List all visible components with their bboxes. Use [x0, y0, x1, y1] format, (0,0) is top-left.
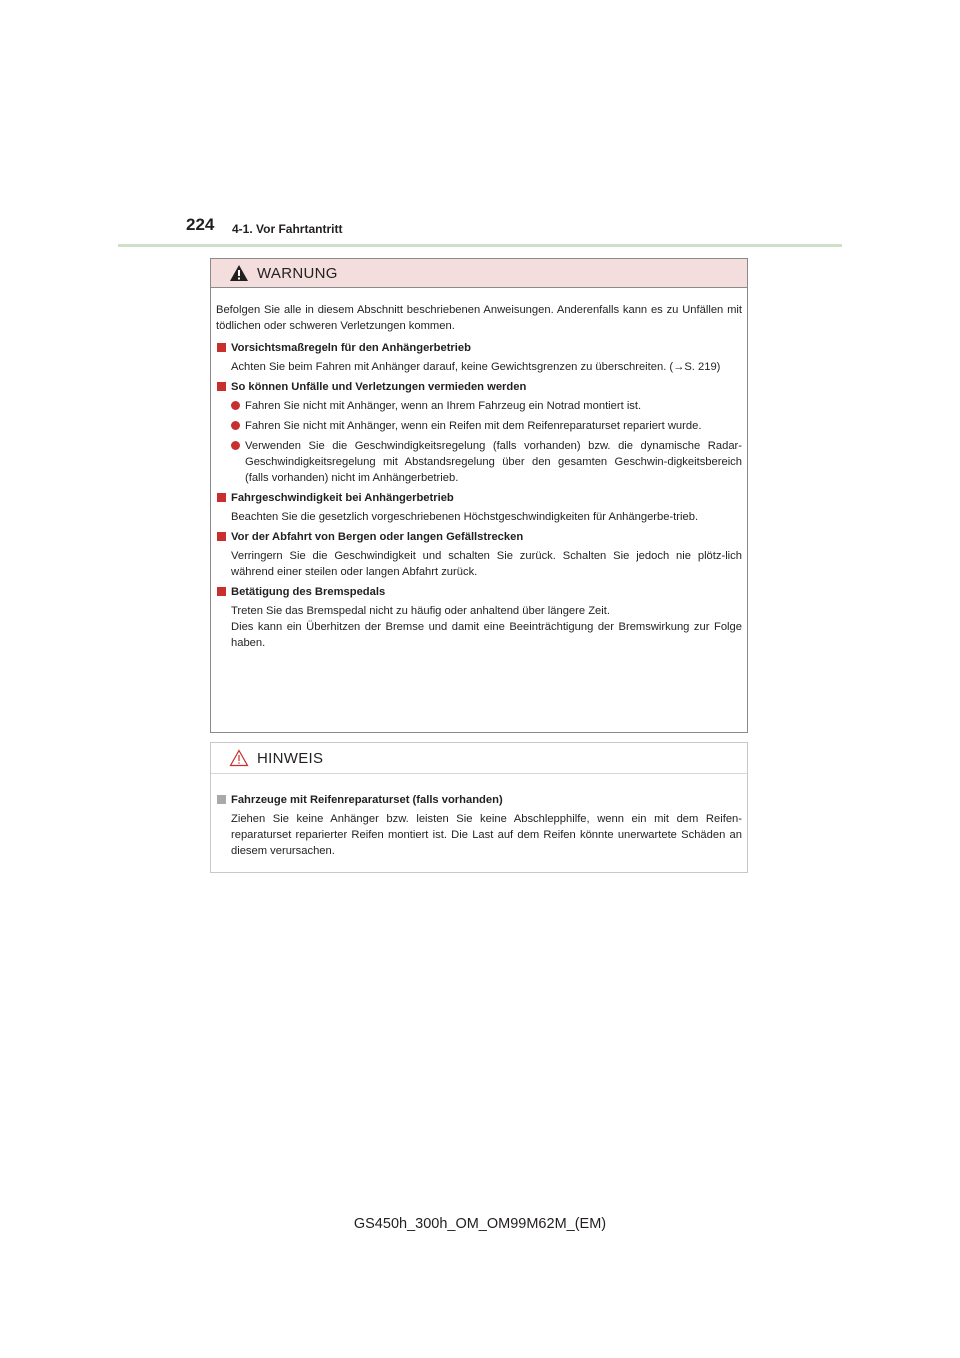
square-bullet-icon — [217, 587, 226, 596]
document-code: GS450h_300h_OM_OM99M62M_(EM) — [353, 1216, 607, 1232]
circle-bullet-icon — [231, 441, 240, 450]
caution-triangle-icon — [229, 749, 249, 767]
square-bullet-icon — [217, 382, 226, 391]
note-header — [211, 743, 747, 774]
warning-section-text: Beachten Sie die gesetzlich vorgeschriebenen Höchstgeschwindigkeiten für Anhängerbe-trieb. — [231, 511, 699, 523]
header-rule — [118, 244, 842, 247]
note-section-text: Ziehen Sie keine Anhänger bzw. leisten Sie keine Abschlepphilfe, wenn ein mit dem Reifen-reparaturset reparierter Reifen montiert ist. Die Last auf dem Reifen könnte unerwartete Schäden an diesem verursachen. — [231, 813, 742, 857]
circle-bullet-icon — [231, 421, 240, 430]
section-heading: So können Unfälle und Verletzungen vermieden werden — [231, 381, 527, 393]
warning-section-text: Achten Sie beim Fahren mit Anhänger darauf, keine Gewichtsgrenzen zu überschreiten. (→S. 219) — [231, 361, 721, 373]
warning-section-text: Dies kann ein Überhitzen der Bremse und damit eine Beeinträchtigung der Bremswirkung zur Folge haben. — [231, 621, 742, 649]
warning-section-title — [216, 340, 742, 356]
list-item-text: Verwenden Sie die Geschwindigkeitsregelung (falls vorhanden) bzw. die dynamische Radar-Geschwindigkeitsregelung mit Abstandsregelung über den gesamten Geschwin-digkeitsbereich (falls vorhanden) nicht im Anhängerbetrieb. — [245, 440, 742, 484]
warning-section-title — [216, 490, 742, 506]
section-title: 4-1. Vor Fahrtantritt — [232, 222, 343, 236]
section-heading: Vorsichtsmaßregeln für den Anhängerbetrieb — [231, 342, 471, 354]
section-heading: Vor der Abfahrt von Bergen oder langen Gefällstrecken — [231, 531, 524, 543]
square-bullet-icon — [217, 795, 226, 804]
warning-section-text: Verringern Sie die Geschwindigkeit und schalten Sie zurück. Schalten Sie jedoch nie plötz-lich während einer steilen oder langen Abfahrt zurück. — [231, 550, 742, 578]
warning-section-text: Treten Sie das Bremspedal nicht zu häufig oder anhaltend über längere Zeit. — [231, 605, 610, 617]
section-heading: Fahrgeschwindigkeit bei Anhängerbetrieb — [231, 492, 454, 504]
square-bullet-icon — [217, 532, 226, 541]
page-number: 224 — [186, 215, 215, 234]
note-body — [211, 774, 747, 859]
note-box — [210, 742, 748, 873]
note-title: HINWEIS — [257, 749, 324, 767]
square-bullet-icon — [217, 493, 226, 502]
warning-triangle-icon — [229, 264, 249, 282]
warning-intro: Befolgen Sie alle in diesem Abschnitt beschriebenen Anweisungen. Anderenfalls kann es zu Unfällen mit tödlichen oder schweren Verletzungen kommen. — [216, 304, 742, 332]
warning-section-title — [216, 379, 742, 395]
list-item — [231, 398, 742, 414]
list-item — [231, 438, 742, 486]
warning-title: WARNUNG — [257, 264, 338, 282]
note-section-title — [216, 792, 742, 808]
warning-body — [211, 288, 747, 651]
list-item-text: Fahren Sie nicht mit Anhänger, wenn an Ihrem Fahrzeug ein Notrad montiert ist. — [245, 400, 642, 412]
warning-section-title — [216, 529, 742, 545]
section-heading: Fahrzeuge mit Reifenreparaturset (falls vorhanden) — [231, 794, 503, 806]
section-heading: Betätigung des Bremspedals — [231, 586, 386, 598]
square-bullet-icon — [217, 343, 226, 352]
warning-header — [211, 259, 747, 288]
warning-box — [210, 258, 748, 733]
warning-section-title — [216, 584, 742, 600]
list-item — [231, 418, 742, 434]
list-item-text: Fahren Sie nicht mit Anhänger, wenn ein Reifen mit dem Reifenreparaturset repariert wurde. — [245, 420, 702, 432]
circle-bullet-icon — [231, 401, 240, 410]
